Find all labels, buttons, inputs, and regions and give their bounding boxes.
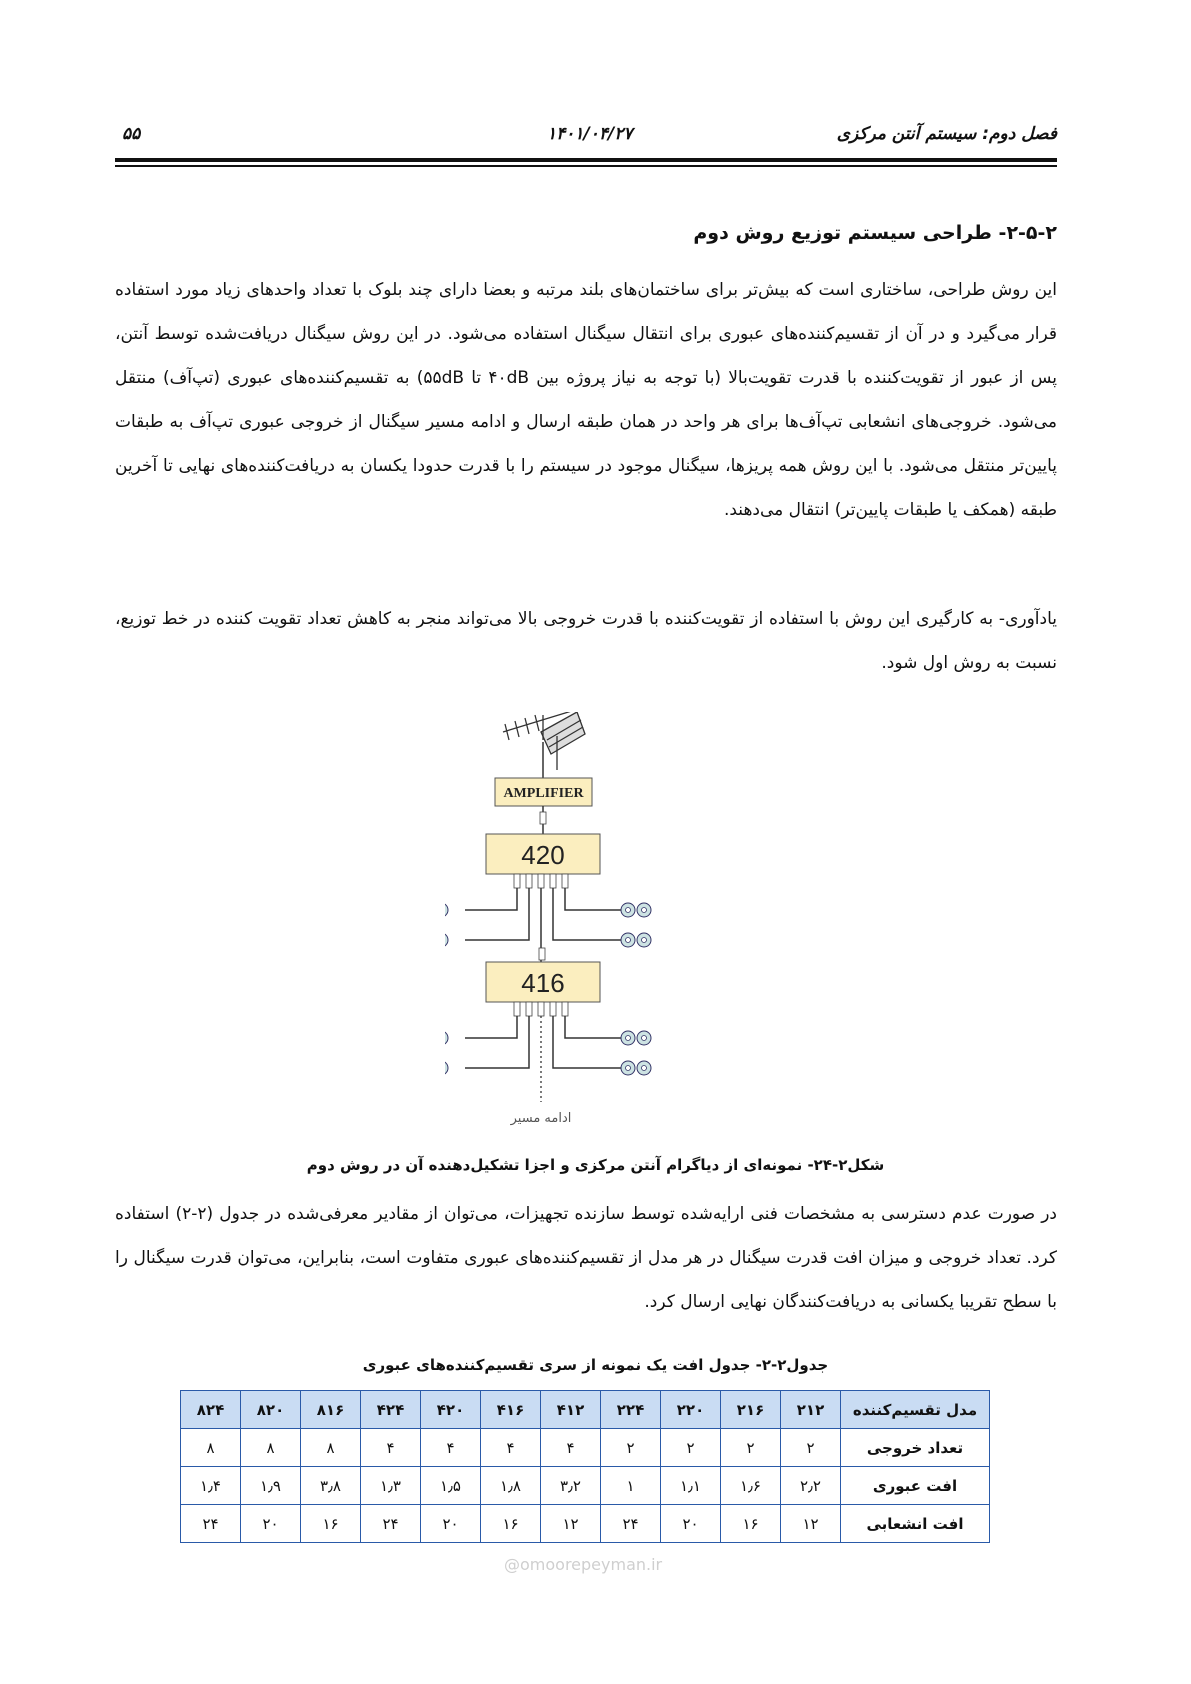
body-paragraph-1: این روش طراحی، ساختاری است که بیش‌تر برای ساختمان‌های بلند مرتبه و بعضا دارای چند بلوک با تعداد واحدهای زیاد مورد استفاده قرار می‌گیرد و در آن از تقسیم‌کننده‌های عبوری برای انتقال سیگنال استفاده می‌شود. در این روش سیگنال دریافت‌شده توسط آنتن، پس از عبور از تقویت‌کننده با قدرت تقویت‌بالا (با توجه به نیاز پروژه بین ۴۰dB تا ۵۵dB) به تقسیم‌کننده‌های عبوری (تپ‌آف) منتقل می‌شود. خروجی‌های انشعابی تپ‌آف‌ها برای هر واحد در همان طبقه ارسال و ادامه مسیر سیگنال از خروجی عبوری تپ‌آف به طبقات پایین‌تر منتقل می‌شود. با این روش همه پریزها، سیگنال موجود در سیستم را با قدرت حدودا یکسان به دریافت‌کننده‌های نهایی تا آخرین طبقه (همکف یا طبقات پایین‌تر) انتقال می‌دهند. bbox=[115, 280, 1057, 520]
table-cell: ۲۴ bbox=[361, 1505, 421, 1543]
connector bbox=[539, 948, 545, 960]
body-paragraph-2: یادآوری- به کارگیری این روش با استفاده از تقویت‌کننده با قدرت خروجی بالا می‌تواند منجر به کاهش تعداد تقویت کننده در خط توزیع، نسبت به روش اول شود. bbox=[115, 609, 1057, 673]
antenna-icon bbox=[503, 712, 585, 770]
section-heading: ۲-۵-۲- طراحی سیستم توزیع روش دوم bbox=[693, 222, 1057, 244]
table-cell: ۸ bbox=[181, 1429, 241, 1467]
table-cell: ۴ bbox=[361, 1429, 421, 1467]
outlet-socket bbox=[626, 938, 631, 943]
chapter-title: فصل دوم: سیستم آنتن مرکزی bbox=[836, 124, 1057, 144]
body-paragraph-3: در صورت عدم دسترسی به مشخصات فنی ارایه‌شده توسط سازنده تجهیزات، می‌توان از مقادیر معرفی‌شده در جدول (۲-۲) استفاده کرد. تعداد خروجی و میزان افت قدرت سیگنال در هر مدل از تقسیم‌کننده‌های عبوری متفاوت است، بنابراین، می‌توان قدرت سیگنال را با سطح تقریبا یکسانی به دریافت‌کنندگان نهایی ارسال کرد. bbox=[115, 1204, 1057, 1312]
table-cell: ۲۲۴ bbox=[601, 1391, 661, 1429]
table-cell: ۴۱۲ bbox=[541, 1391, 601, 1429]
table-cell: ۴ bbox=[481, 1429, 541, 1467]
table-cell: ۸۲۰ bbox=[241, 1391, 301, 1429]
table-cell: ۸ bbox=[301, 1429, 361, 1467]
branch-cable bbox=[465, 1016, 517, 1038]
table-cell: ۱ bbox=[601, 1467, 661, 1505]
table-cell: ۲۴ bbox=[601, 1505, 661, 1543]
table-cell: ۱٫۶ bbox=[721, 1467, 781, 1505]
outlet-socket bbox=[642, 938, 647, 943]
outlet-socket bbox=[626, 908, 631, 913]
tap-output-connector bbox=[538, 874, 544, 888]
tap-output-connector bbox=[562, 874, 568, 888]
branch-cable bbox=[565, 1016, 621, 1038]
table-row-header: افت عبوری bbox=[841, 1467, 990, 1505]
branch-cable bbox=[465, 1016, 529, 1068]
table-cell: ۱٫۳ bbox=[361, 1467, 421, 1505]
wall-outlet-icon bbox=[445, 933, 448, 947]
table-cell: ۲۰ bbox=[241, 1505, 301, 1543]
table-row-header: تعداد خروجی bbox=[841, 1429, 990, 1467]
page-header bbox=[115, 124, 1057, 154]
table-cell: ۲ bbox=[781, 1429, 841, 1467]
table-cell: ۱٫۹ bbox=[241, 1467, 301, 1505]
page-number: ۵۵ bbox=[122, 124, 141, 144]
wall-outlet-icon bbox=[445, 1031, 448, 1045]
tap-output-connector bbox=[550, 874, 556, 888]
table-row-header: افت انشعابی bbox=[841, 1505, 990, 1543]
table-row-header: مدل تقسیم‌کننده bbox=[841, 1391, 990, 1429]
tap-output-connector bbox=[526, 874, 532, 888]
table-cell: ۱۶ bbox=[481, 1505, 541, 1543]
table-caption: جدول۲-۲- جدول افت یک نمونه از سری تقسیم‌کننده‌های عبوری bbox=[362, 1356, 829, 1374]
outlet-socket bbox=[642, 1036, 647, 1041]
tap-output-connector bbox=[526, 1002, 532, 1016]
amplifier-label: AMPLIFIER bbox=[503, 786, 584, 801]
table-cell: ۲ bbox=[721, 1429, 781, 1467]
table-row bbox=[181, 1429, 990, 1467]
antenna-diagram-svg bbox=[445, 712, 725, 1132]
continue-route-label: ادامه مسیر bbox=[510, 1111, 572, 1126]
table-header-row bbox=[181, 1391, 990, 1429]
header-rule-thin bbox=[115, 165, 1057, 167]
table-cell: ۳٫۸ bbox=[301, 1467, 361, 1505]
connector bbox=[540, 812, 546, 824]
table-cell: ۴۲۴ bbox=[361, 1391, 421, 1429]
table-cell: ۱٫۱ bbox=[661, 1467, 721, 1505]
outlet-socket bbox=[626, 1036, 631, 1041]
branch-cable bbox=[465, 888, 529, 940]
table-cell: ۲۰ bbox=[661, 1505, 721, 1543]
outlet-socket bbox=[626, 1066, 631, 1071]
table-cell: ۲۲۰ bbox=[661, 1391, 721, 1429]
table-row bbox=[181, 1505, 990, 1543]
table-cell: ۴ bbox=[541, 1429, 601, 1467]
figure-caption: شکل۲-۲۴- نمونه‌ای از دیاگرام آنتن مرکزی و اجزا تشکیل‌دهنده آن در روش دوم bbox=[306, 1156, 885, 1174]
table-cell: ۱٫۵ bbox=[421, 1467, 481, 1505]
table-cell: ۲ bbox=[601, 1429, 661, 1467]
table-row bbox=[181, 1467, 990, 1505]
tap-output-connector bbox=[550, 1002, 556, 1016]
table-cell: ۲۰ bbox=[421, 1505, 481, 1543]
table-cell: ۸ bbox=[241, 1429, 301, 1467]
table-cell: ۱۲ bbox=[781, 1505, 841, 1543]
table-cell: ۲٫۲ bbox=[781, 1467, 841, 1505]
table-cell: ۱۶ bbox=[721, 1505, 781, 1543]
watermark-text: @omoorepeyman.ir bbox=[504, 1555, 663, 1574]
tap-output-connector bbox=[538, 1002, 544, 1016]
table-cell: ۱٫۸ bbox=[481, 1467, 541, 1505]
branch-cable bbox=[553, 1016, 621, 1068]
branch-cable bbox=[465, 888, 517, 910]
table-cell: ۴۲۰ bbox=[421, 1391, 481, 1429]
table-cell: ۲ bbox=[661, 1429, 721, 1467]
table-cell: ۱۶ bbox=[301, 1505, 361, 1543]
table-cell: ۸۲۴ bbox=[181, 1391, 241, 1429]
table-cell: ۴۱۶ bbox=[481, 1391, 541, 1429]
tap-label-420: 420 bbox=[521, 840, 565, 870]
table-cell: ۲۱۶ bbox=[721, 1391, 781, 1429]
tap-output-connector bbox=[514, 1002, 520, 1016]
table-cell: ۱٫۴ bbox=[181, 1467, 241, 1505]
table-cell: ۲۴ bbox=[181, 1505, 241, 1543]
table-cell: ۱۲ bbox=[541, 1505, 601, 1543]
table-cell: ۳٫۲ bbox=[541, 1467, 601, 1505]
branch-cable bbox=[553, 888, 621, 940]
header-rule-thick bbox=[115, 158, 1057, 162]
wall-outlet-icon bbox=[445, 1061, 448, 1075]
tap-output-connector bbox=[514, 874, 520, 888]
table-cell: ۴ bbox=[421, 1429, 481, 1467]
table-cell: ۸۱۶ bbox=[301, 1391, 361, 1429]
branch-cable bbox=[565, 888, 621, 910]
tap-label-416: 416 bbox=[521, 968, 565, 998]
outlet-socket bbox=[642, 1066, 647, 1071]
outlet-socket bbox=[642, 908, 647, 913]
wall-outlet-icon bbox=[445, 903, 448, 917]
table-cell: ۲۱۲ bbox=[781, 1391, 841, 1429]
header-date: ۱۴۰۱/۰۴/۲۷ bbox=[547, 124, 633, 144]
antenna-diagram bbox=[445, 712, 725, 1132]
tap-output-connector bbox=[562, 1002, 568, 1016]
tap-loss-table bbox=[180, 1390, 990, 1543]
